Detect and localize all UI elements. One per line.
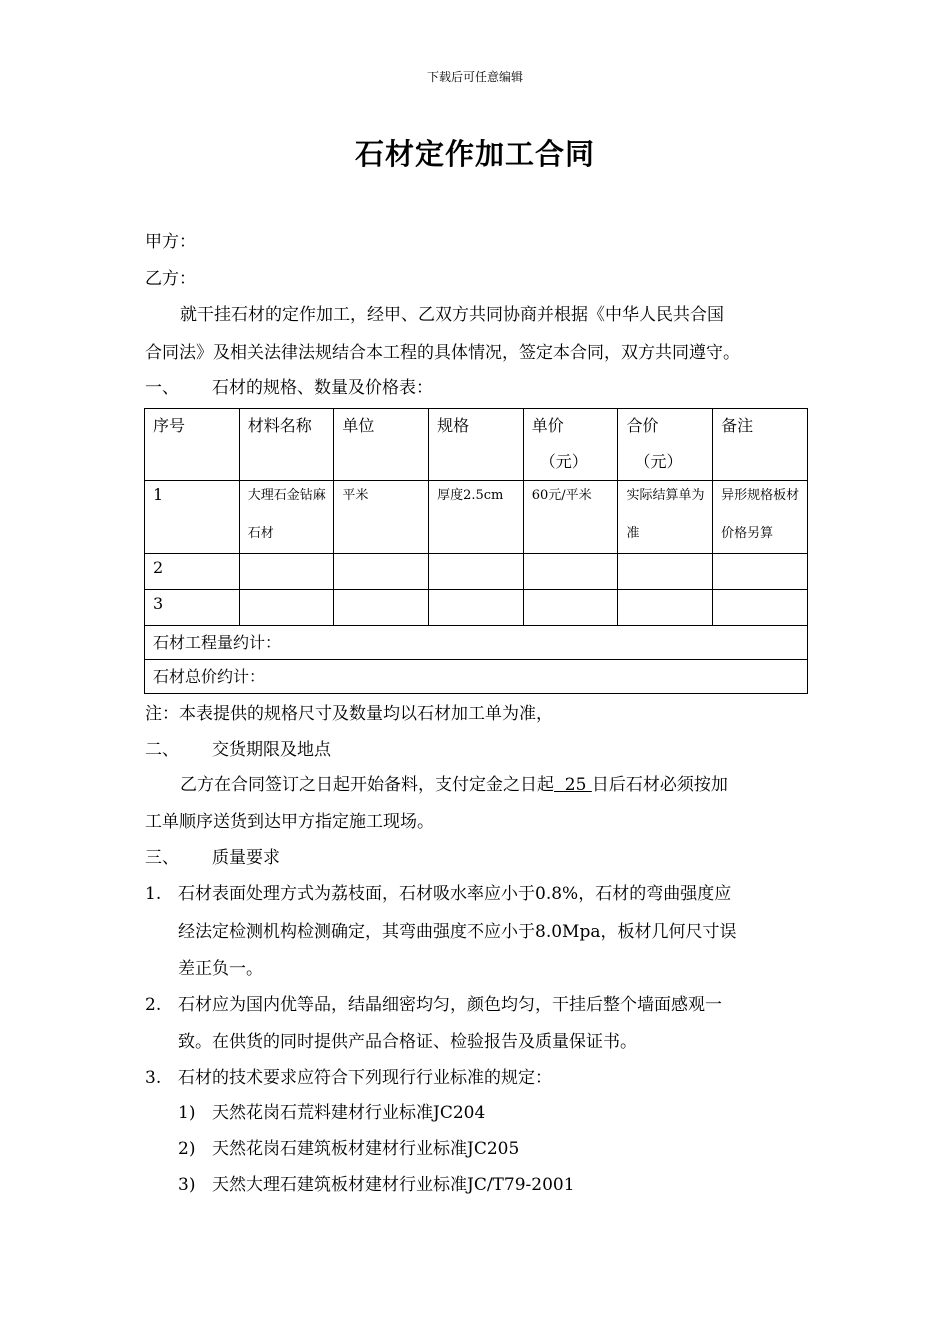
standard-number: 3) [178, 1175, 196, 1195]
row1-price: 60元/平米 [531, 488, 592, 503]
header-name: 材料名称 [247, 416, 312, 435]
quantity-cell [145, 626, 808, 660]
empty-cell [239, 590, 334, 626]
header-spec: 规格 [437, 416, 470, 435]
table-row [145, 481, 808, 554]
section2-paragraph-line1 [180, 773, 728, 797]
section2-text-before: 乙方在合同签订之日起开始备料，支付定金之日起 [180, 775, 554, 795]
item1-line1: 石材表面处理方式为荔枝面，石材吸水率应小于0.8%，石材的弯曲强度应 [178, 884, 732, 904]
row3-seq: 3 [153, 594, 164, 613]
section1-title: 石材的规格、数量及价格表： [212, 378, 433, 398]
section2-title: 交货期限及地点 [212, 740, 331, 760]
section2-text-after: 日后石材必须按加 [591, 775, 728, 795]
party-b-label: 乙方： [145, 269, 196, 289]
standard-number: 2) [178, 1139, 196, 1159]
item2-line2: 致。在供货的同时提供产品合格证、检验报告及质量保证书。 [178, 1032, 637, 1052]
header-cell [618, 409, 713, 481]
empty-cell [618, 554, 713, 590]
header-price-unit: （元） [539, 452, 588, 471]
header-total: 合价 [626, 416, 659, 435]
item3-line1: 石材的技术要求应符合下列现行行业标准的规定： [178, 1068, 552, 1088]
standard-text: 天然大理石建筑板材建材行业标准JC/T79-2001 [212, 1175, 575, 1195]
standard-text: 天然花岗石建筑板材建材行业标准JC205 [212, 1139, 520, 1159]
section1-number: 一、 [145, 378, 179, 398]
section2-paragraph-line2: 工单顺序送货到达甲方指定施工现场。 [145, 812, 434, 832]
empty-cell [713, 590, 808, 626]
total-cell [145, 660, 808, 694]
cell-seq [145, 554, 240, 590]
section2-number: 二、 [145, 740, 179, 760]
row1-name: 大理石金钻麻石材 [247, 488, 326, 541]
item2-number: 2. [145, 995, 162, 1015]
cell-seq [145, 590, 240, 626]
item3-number: 3. [145, 1068, 162, 1088]
header-seq: 序号 [153, 416, 186, 435]
row1-remark: 异形规格板材价格另算 [721, 488, 800, 541]
table-row [145, 590, 808, 626]
cell-spec [429, 481, 524, 554]
empty-cell [523, 554, 618, 590]
quantity-label: 石材工程量约计： [153, 633, 282, 652]
empty-cell [618, 590, 713, 626]
cell-seq [145, 481, 240, 554]
cell-unit [334, 481, 429, 554]
table-row [145, 660, 808, 694]
cell-name [239, 481, 334, 554]
empty-cell [523, 590, 618, 626]
empty-cell [429, 590, 524, 626]
header-cell [239, 409, 334, 481]
intro-paragraph-line1: 就干挂石材的定作加工，经甲、乙双方共同协商并根据《中华人民共合国 [180, 305, 724, 325]
table-header-row [145, 409, 808, 481]
empty-cell [334, 554, 429, 590]
total-label: 石材总价约计： [153, 667, 266, 686]
cell-remark [713, 481, 808, 554]
row1-unit: 平米 [342, 488, 369, 503]
empty-cell [334, 590, 429, 626]
item1-number: 1. [145, 884, 162, 904]
item1-line2: 经法定检测机构检测确定，其弯曲强度不应小于8.0Mpa，板材几何尺寸误 [178, 922, 737, 942]
row1-spec: 厚度2.5cm [437, 488, 504, 503]
header-price: 单价 [531, 416, 564, 435]
row1-seq: 1 [153, 485, 164, 504]
cell-total [618, 481, 713, 554]
header-total-unit: （元） [634, 452, 683, 471]
price-table [144, 408, 808, 694]
standard-number: 1) [178, 1103, 196, 1123]
header-cell [145, 409, 240, 481]
standard-text: 天然花岗石荒料建材行业标准JC204 [212, 1103, 486, 1123]
cell-price [523, 481, 618, 554]
empty-cell [713, 554, 808, 590]
header-cell [713, 409, 808, 481]
header-note: 下载后可任意编辑 [426, 70, 523, 84]
header-remark: 备注 [721, 416, 754, 435]
header-cell [334, 409, 429, 481]
document-title: 石材定作加工合同 [354, 137, 595, 171]
item1-line3: 差正负一。 [178, 959, 263, 979]
table-row [145, 626, 808, 660]
intro-paragraph-line2: 合同法》及相关法律法规结合本工程的具体情况，签定本合同，双方共同遵守。 [145, 343, 740, 363]
section3-number: 三、 [145, 848, 179, 868]
party-a-label: 甲方： [145, 232, 196, 252]
section2-days: 25 [554, 775, 592, 795]
table-row [145, 554, 808, 590]
empty-cell [239, 554, 334, 590]
header-unit: 单位 [342, 416, 375, 435]
row1-total: 实际结算单为准 [626, 488, 705, 541]
header-cell [523, 409, 618, 481]
row2-seq: 2 [153, 558, 164, 577]
empty-cell [429, 554, 524, 590]
header-cell [429, 409, 524, 481]
table-note: 注：本表提供的规格尺寸及数量均以石材加工单为准， [145, 704, 553, 724]
section3-title: 质量要求 [212, 848, 280, 868]
item2-line1: 石材应为国内优等品，结晶细密均匀，颜色均匀，干挂后整个墙面感观一 [178, 995, 722, 1015]
